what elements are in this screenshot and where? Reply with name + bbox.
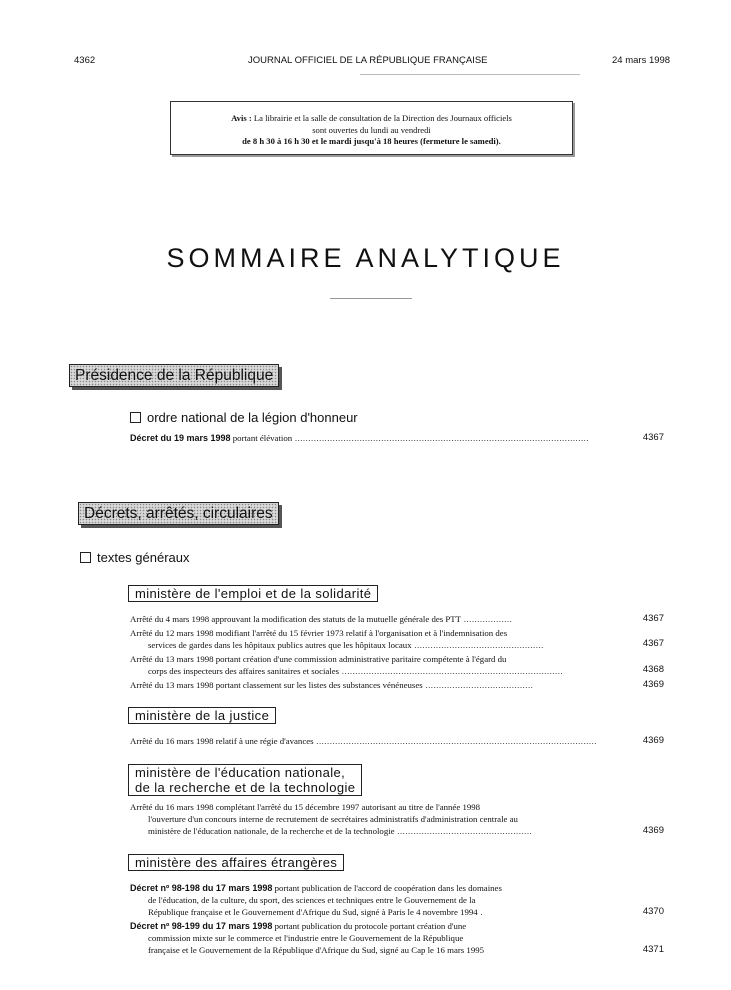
section-textes-generaux (80, 550, 190, 565)
ministry-justice: ministère de la justice (128, 707, 276, 724)
ministry-label-line-1: ministère de l'éducation nationale, (135, 765, 346, 780)
section-legion-honneur (130, 410, 358, 425)
entry-line: Arrêté du 13 mars 1998 portant classement sur les listes des substances vénéneuses (130, 680, 423, 690)
entry-page: 4367 (642, 638, 664, 649)
entry-page: 4370 (642, 906, 664, 917)
header-rule (360, 74, 580, 75)
entry-page: 4367 (642, 613, 664, 624)
entry-line: République française et le Gouvernement d'Afrique du Sud, signé à Paris le 4 novembre 1994 (148, 907, 478, 917)
notice-label: Avis : (231, 113, 252, 123)
list-item: Décret nº 98-198 du 17 mars 1998 portant publication de l'accord de coopération dans les domaines de l'éducation, de la culture, du sport, des sciences et techniques entre le Gouvernement de la République française et le Gouvernement d'Afrique du Sud, signé à Paris le 4 novembre 1994 . (130, 882, 616, 918)
list-item: Arrêté du 16 mars 1998 complétant l'arrêté du 15 décembre 1997 autorisant au titre de l'année 1998 l'ouverture d'un concours interne de recrutement de secrétaires administratifs d'administration centrale au ministère de l'éducation nationale, de la recherche et de la technologie .................................................. (130, 801, 616, 837)
page-title: SOMMAIRE ANALYTIQUE (166, 243, 565, 273)
banner-presidence: Présidence de la République (69, 364, 279, 387)
entry-line: Arrêté du 16 mars 1998 relatif à une régie d'avances (130, 736, 314, 746)
entry-bold: Décret nº 98-199 du 17 mars 1998 (130, 921, 273, 931)
page-number: 4362 (74, 55, 96, 66)
entry-bold: Décret du 19 mars 1998 (130, 433, 231, 443)
checkbox-icon (130, 412, 141, 423)
title-rule (330, 298, 412, 299)
entry-line: française et le Gouvernement de la République d'Afrique du Sud, signé au Cap le 16 mars 1995 (148, 945, 485, 955)
section-label: textes généraux (97, 550, 190, 565)
entry-line: corps des inspecteurs des affaires sanitaires et sociales (148, 666, 340, 676)
entry-text: portant élévation (232, 433, 293, 443)
notice-line-3: de 8 h 30 à 16 h 30 et le mardi jusqu'à 18 heures (fermeture le samedi). (242, 136, 501, 146)
notice-line-2: sont ouvertes du lundi au vendredi (312, 124, 431, 135)
entry-line: commission mixte sur le commerce et l'industrie entre le Gouvernement de la République (148, 933, 464, 943)
entry-page: 4368 (642, 664, 664, 675)
entry-line: l'ouverture d'un concours interne de recrutement de secrétaires administratifs d'administration centrale au (148, 814, 518, 824)
list-item: Arrêté du 13 mars 1998 portant création d'une commission administrative paritaire compétente à l'égard du corps des inspecteurs des affaires sanitaires et sociales .................................................................................. (130, 653, 616, 677)
ministry-education (128, 764, 362, 796)
notice-line-1: La librairie et la salle de consultation de la Direction des Journaux officiels (253, 113, 512, 123)
entry-line: ministère de l'éducation nationale, de la recherche et de la technologie (148, 826, 395, 836)
ministry-affaires-etrangeres: ministère des affaires étrangères (128, 854, 344, 871)
entry-page: 4367 (642, 432, 664, 443)
entry-line: de l'éducation, de la culture, du sport, des sciences et techniques entre le Gouvernement de la (148, 895, 476, 905)
entry-line: services de gardes dans les hôpitaux publics autres que les hôpitaux locaux (148, 640, 412, 650)
entry-page: 4371 (642, 944, 664, 955)
entry-line: Arrêté du 4 mars 1998 approuvant la modification des statuts de la mutuelle générale des PTT (130, 614, 462, 624)
entry-page: 4369 (642, 735, 664, 746)
entry-line: Arrêté du 16 mars 1998 complétant l'arrêté du 15 décembre 1997 autorisant au titre de l'année 1998 (130, 802, 481, 812)
list-item: Arrêté du 16 mars 1998 relatif à une régie d'avances ........................................................................................................ (130, 736, 597, 746)
entry-line: Arrêté du 13 mars 1998 portant création d'une commission administrative paritaire compétente à l'égard du (130, 654, 507, 664)
list-item (130, 920, 616, 956)
entry-line: Arrêté du 12 mars 1998 modifiant l'arrêté du 15 février 1973 relatif à l'organisation et à l'indemnisation des (130, 628, 508, 638)
list-item: Arrêté du 12 mars 1998 modifiant l'arrêté du 15 février 1973 relatif à l'organisation et à l'indemnisation des services de gardes dans les hôpitaux publics autres que les hôpitaux locaux ................................................ (130, 627, 616, 651)
list-item: Arrêté du 13 mars 1998 portant classement sur les listes des substances vénéneuses ........................................ (130, 680, 534, 690)
entry-bold: Décret nº 98-198 du 17 mars 1998 (130, 883, 273, 893)
list-item: Décret du 19 mars 1998 portant élévation ............................................................................................................. (130, 433, 590, 443)
entry-page: 4369 (642, 825, 664, 836)
entry-line: portant publication du protocole portant création d'une (274, 921, 467, 931)
entry-page: 4369 (642, 679, 664, 690)
banner-decrets: Décrets, arrêtés, circulaires (78, 502, 279, 525)
section-label: ordre national de la légion d'honneur (147, 410, 358, 425)
journal-title: JOURNAL OFFICIEL DE LA RÉPUBLIQUE FRANÇAISE (248, 55, 488, 66)
entry-line: portant publication de l'accord de coopération dans les domaines (274, 883, 502, 893)
ministry-label-line-2: de la recherche et de la technologie (135, 780, 356, 795)
header-date: 24 mars 1998 (612, 55, 671, 66)
list-item: Arrêté du 4 mars 1998 approuvant la modification des statuts de la mutuelle générale des PTT .................. (130, 614, 513, 624)
notice-box (170, 101, 573, 155)
checkbox-icon (80, 552, 91, 563)
ministry-emploi: ministère de l'emploi et de la solidarité (128, 585, 378, 602)
